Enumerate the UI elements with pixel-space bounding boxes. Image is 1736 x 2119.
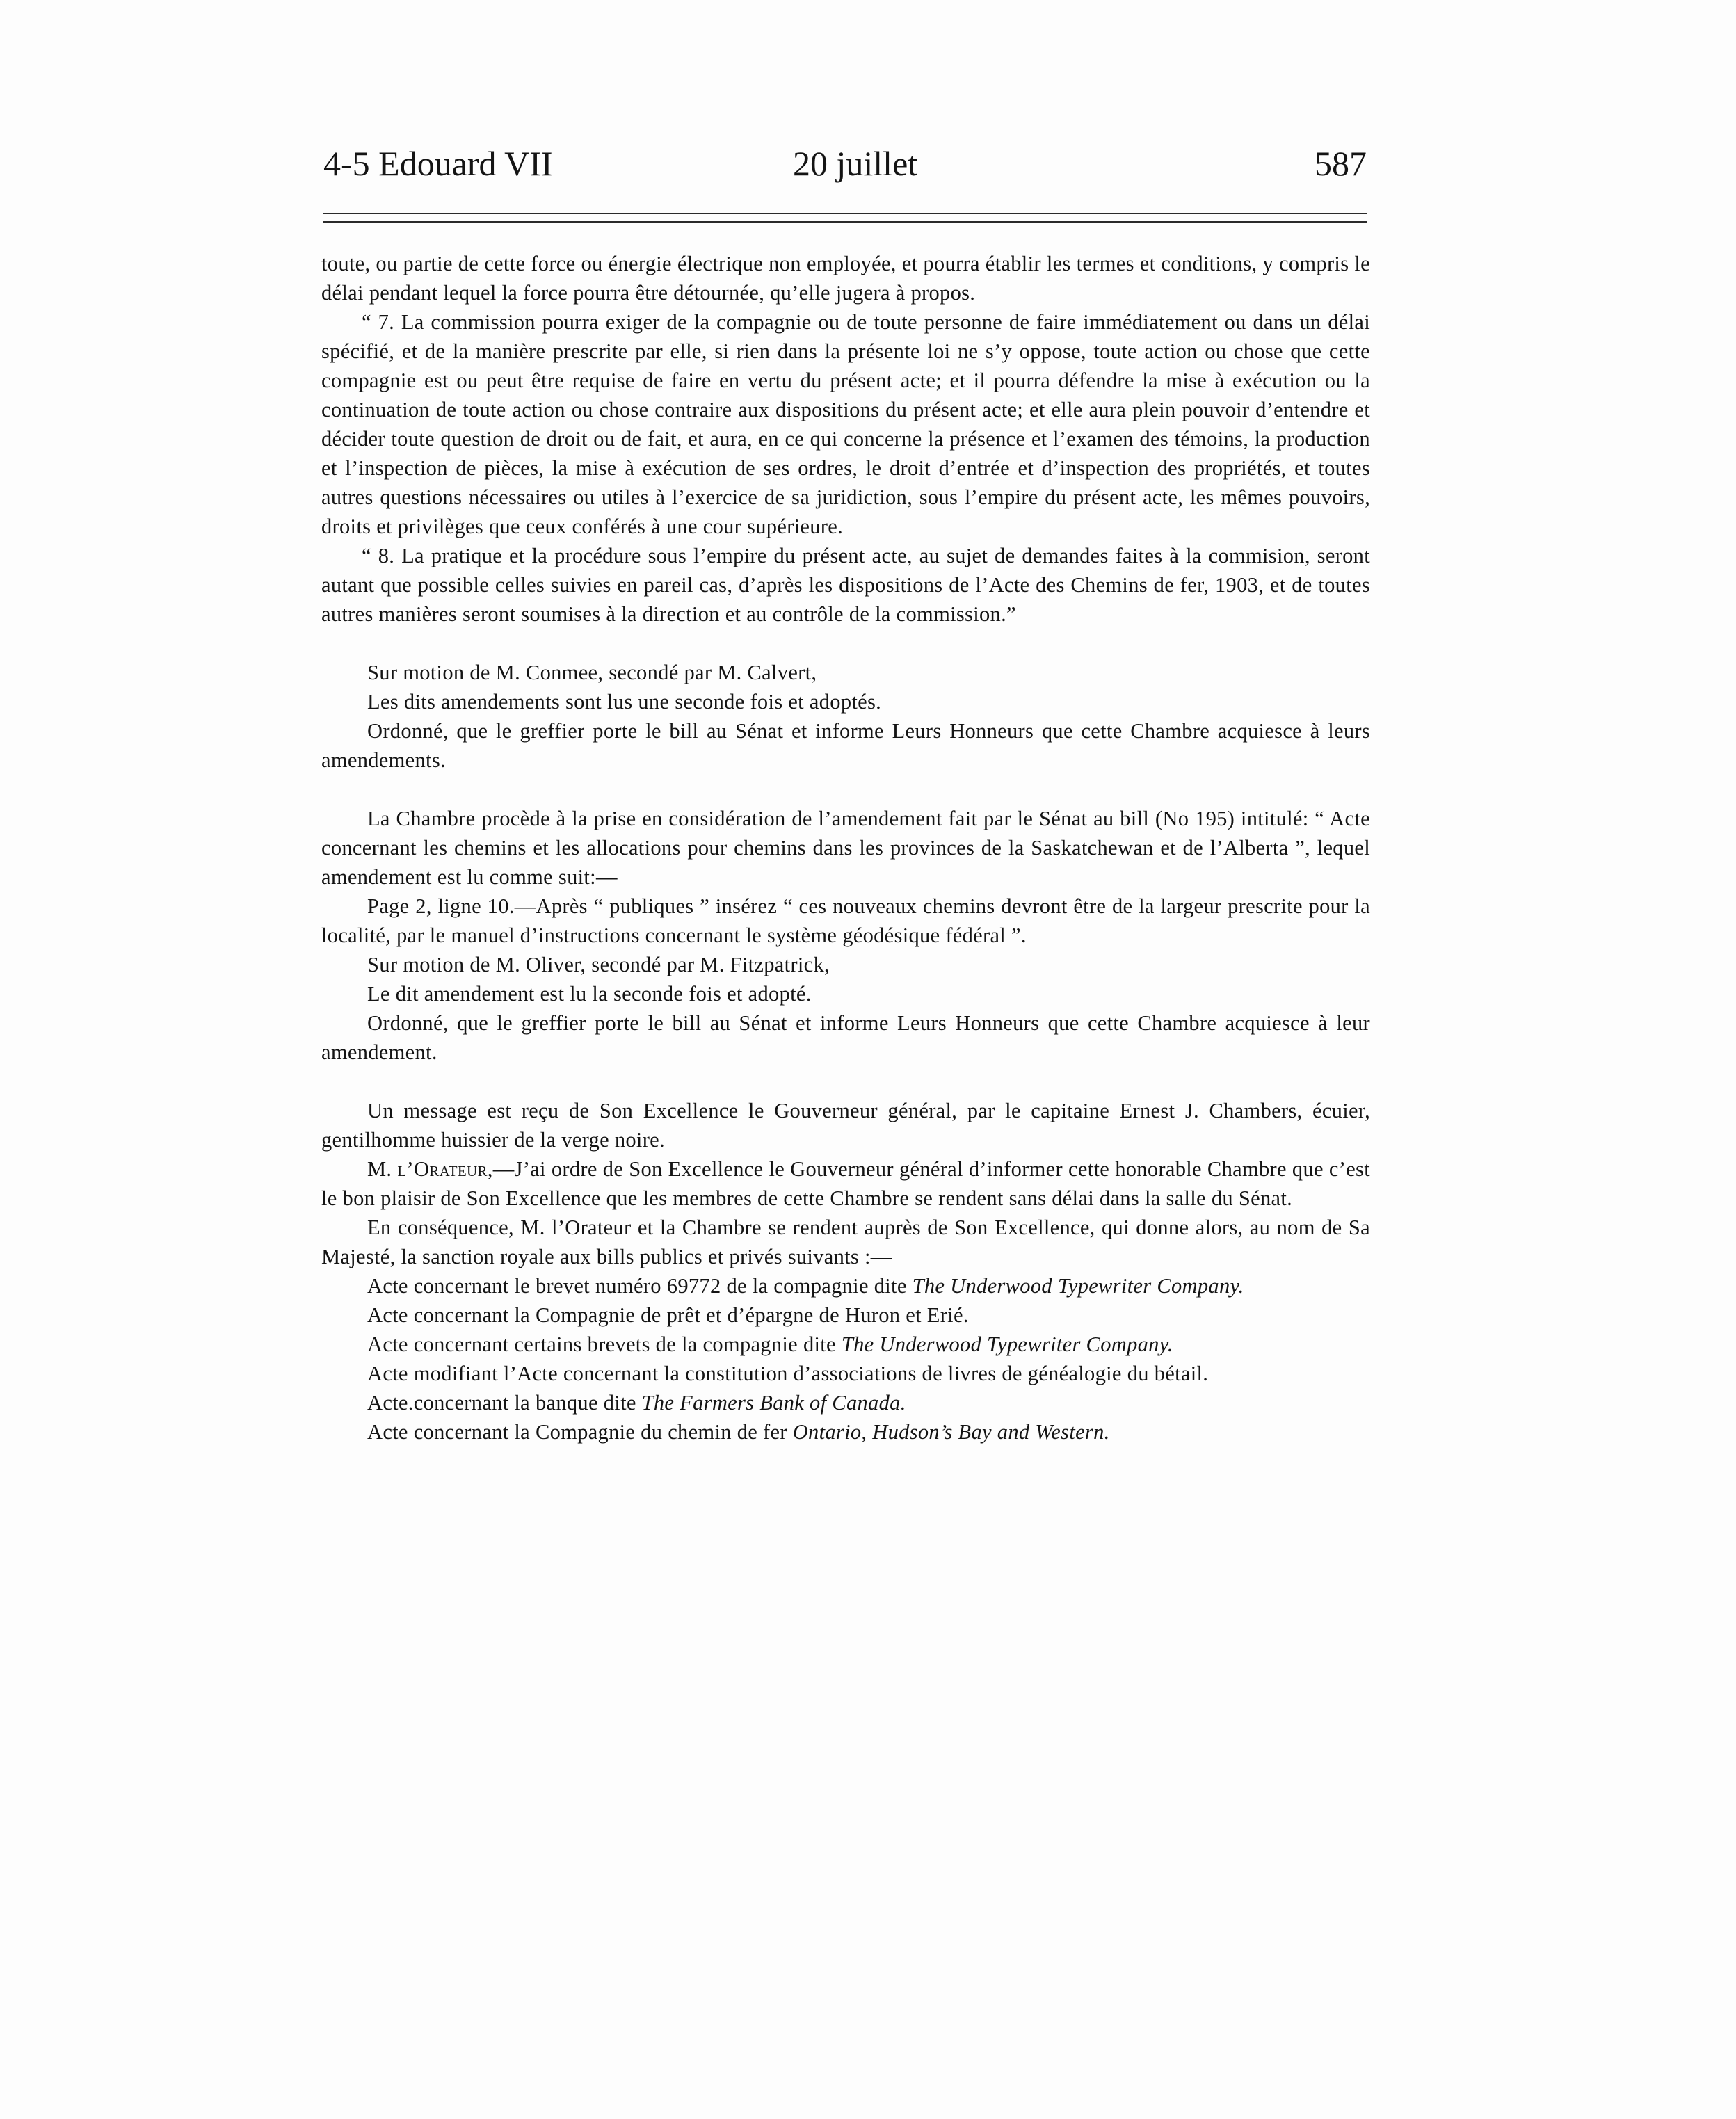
header-date: 20 juillet	[793, 144, 918, 183]
paragraph-chamber-considers: La Chambre procède à la prise en considération de l’amendement fait par le Sénat au bill (No 195) intitulé: “ Acte concernant les chemins et les allocations pour chemins dans les provinces de la Saskatchewan et de l’Alberta ”, lequel amendement est lu comme suit:—	[321, 807, 1370, 889]
header-rule-bottom	[323, 221, 1367, 223]
bill-item	[321, 1330, 1370, 1359]
speaker-text: —J’ai ordre de Son Excellence le Gouverneur général d’informer cette honorable Chambre que c’est le bon plaisir de Son Excellence que les membres de cette Chambre se rendent sans délai dans la salle du Sénat.	[321, 1157, 1370, 1210]
bill-railway-name: Ontario, Hudson’s Bay and Western.	[792, 1420, 1110, 1444]
paragraph-page-2-amendment: Page 2, ligne 10.—Après “ publiques ” insérez “ ces nouveaux chemins devront être de la largeur prescrite pour la localité, par le manuel d’instructions concernant le système géodésique fédéral ”.	[321, 894, 1370, 947]
page-header	[323, 139, 1367, 188]
page-body	[321, 249, 1370, 1447]
page-number: 587	[1315, 144, 1367, 183]
paragraph-motion-oliver: Sur motion de M. Oliver, secondé par M. Fitzpatrick,	[367, 953, 830, 976]
bill-text: Acte.concernant la banque dite	[367, 1391, 642, 1415]
header-reign: 4-5 Edouard VII	[323, 144, 553, 183]
speaker-name: M. l’Orateur,	[367, 1157, 493, 1181]
paragraph-consequence: En conséquence, M. l’Orateur et la Chambre se rendent auprès de Son Excellence, qui donne alors, au nom de Sa Majesté, la sanction royale aux bills publics et privés suivants :—	[321, 1216, 1370, 1268]
paragraph-motion-conmee: Sur motion de M. Conmee, secondé par M. Calvert,	[367, 661, 817, 684]
paragraph-speaker	[321, 1154, 1370, 1213]
bill-company-name: The Underwood Typewriter Company.	[912, 1274, 1244, 1298]
bill-text: Acte concernant le brevet numéro 69772 de la compagnie dite	[367, 1274, 913, 1298]
paragraph-ordered-1: Ordonné, que le greffier porte le bill au Sénat et informe Leurs Honneurs que cette Chambre acquiesce à leurs amendements.	[321, 719, 1370, 772]
bill-item	[321, 1388, 1370, 1417]
bill-text: Acte concernant certains brevets de la compagnie dite	[367, 1332, 842, 1356]
paragraph-continuation: toute, ou partie de cette force ou énergie électrique non employée, et pourra établir les termes et conditions, y compris le délai pendant lequel la force pourra être détournée, qu’elle jugera à propos.	[321, 252, 1370, 305]
bill-item	[321, 1417, 1370, 1447]
paragraph-gap	[321, 629, 1370, 658]
paragraph-message-received: Un message est reçu de Son Excellence le Gouverneur général, par le capitaine Ernest J. Chambers, écuier, gentilhomme huissier de la verge noire.	[321, 1099, 1370, 1152]
paragraph-section-8: “ 8. La pratique et la procédure sous l’empire du présent acte, au sujet de demandes faites à la commision, seront autant que possible celles suivies en pareil cas, d’après les dispositions de l’Acte des Chemins de fer, 1903, et de toutes autres manières seront soumises à la direction et au contrôle de la commission.”	[321, 544, 1370, 626]
bill-item	[321, 1271, 1370, 1300]
paragraph-gap	[321, 1067, 1370, 1096]
paragraph-ordered-2: Ordonné, que le greffier porte le bill au Sénat et informe Leurs Honneurs que cette Chambre acquiesce à leur amendement.	[321, 1011, 1370, 1064]
bill-item: Acte modifiant l’Acte concernant la constitution d’associations de livres de généalogie du bétail.	[367, 1362, 1209, 1385]
paragraph-amendments-adopted: Les dits amendements sont lus une seconde fois et adoptés.	[367, 690, 882, 714]
paragraph-gap	[321, 775, 1370, 804]
bill-item: Acte concernant la Compagnie de prêt et d’épargne de Huron et Erié.	[367, 1303, 969, 1327]
bill-text: Acte concernant la Compagnie du chemin de fer	[367, 1420, 793, 1444]
bill-bank-name: The Farmers Bank of Canada.	[641, 1391, 906, 1415]
header-rule-top	[323, 213, 1367, 214]
paragraph-section-7: “ 7. La commission pourra exiger de la compagnie ou de toute personne de faire immédiatement ou dans un délai spécifié, et de la manière prescrite par elle, si rien dans la présente loi ne s’y oppose, toute action ou chose que cette compagnie est ou peut être requise de faire en vertu du présent acte; et il pourra défendre la mise à exécution ou la continuation de toute action ou chose contraire aux dispositions du présent acte; et elle aura plein pouvoir d’entendre et décider toute question de droit ou de fait, et aura, en ce qui concerne la présence et l’examen des témoins, la production et l’inspection de pièces, la mise à exécution de ses ordres, le droit d’entrée et d’inspection des propriétés, et toutes autres questions nécessaires ou utiles à l’exercice de sa juridiction, sous l’empire du présent acte, les mêmes pouvoirs, droits et privilèges que ceux conférés à une cour supérieure.	[321, 310, 1370, 538]
bill-company-name: The Underwood Typewriter Company.	[841, 1332, 1173, 1356]
paragraph-amendment-adopted: Le dit amendement est lu la seconde fois et adopté.	[367, 982, 812, 1006]
